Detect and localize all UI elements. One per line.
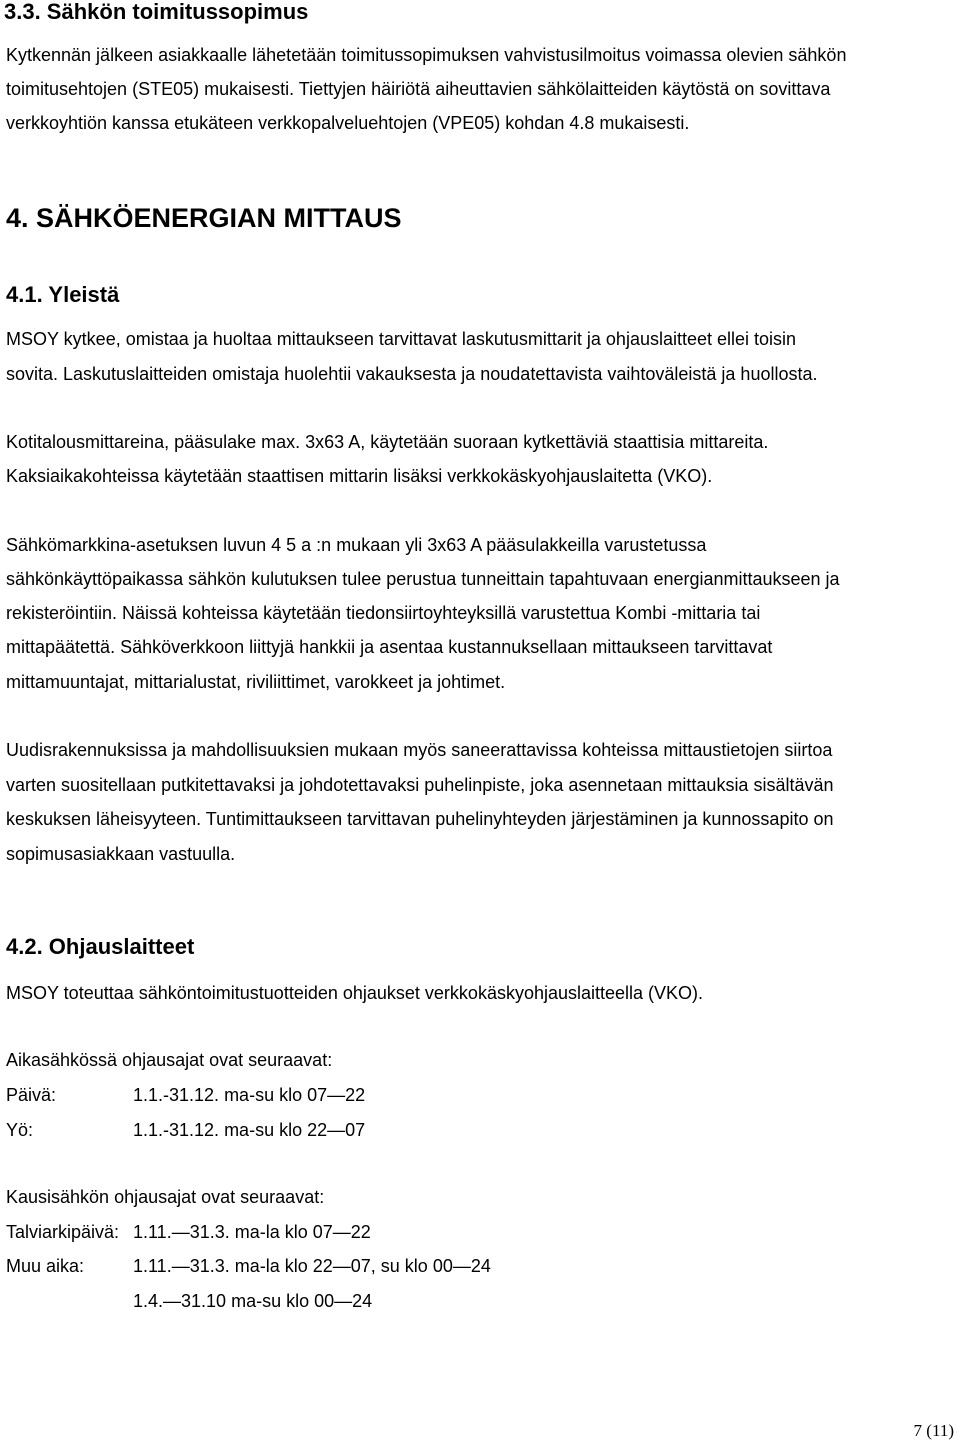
- schedule-label: Yö:: [6, 1120, 34, 1140]
- schedule-row: [0, 1291, 960, 1315]
- paragraph-line: MSOY kytkee, omistaa ja huoltaa mittaukseen tarvittavat laskutusmittarit ja ohjauslaitteet ellei toisin: [6, 329, 797, 349]
- section-heading-4-2: 4.2. Ohjauslaitteet: [6, 934, 195, 959]
- schedule-label: Talviarkipäivä:: [6, 1222, 120, 1242]
- paragraph-line: Kytkennän jälkeen asiakkaalle lähetetään toimitussopimuksen vahvistusilmoitus voimassa olevien sähkön: [6, 45, 847, 65]
- paragraph-line: sovita. Laskutuslaitteiden omistaja huolehtii vakauksesta ja noudatettavista vaihtoväleistä ja huollosta.: [6, 364, 818, 384]
- section-heading-4: 4. SÄHKÖENERGIAN MITTAUS: [6, 203, 402, 233]
- schedule-label: Päivä:: [6, 1085, 57, 1105]
- schedule-value: 1.11.—31.3. ma-la klo 22—07, su klo 00—24: [133, 1256, 491, 1276]
- schedule-label: Muu aika:: [6, 1256, 85, 1276]
- paragraph-line: toimitusehtojen (STE05) mukaisesti. Tiettyjen häiriötä aiheuttavien sähkölaitteiden käytöstä on sovittava: [6, 79, 831, 99]
- schedule-row: [0, 1085, 960, 1109]
- schedule-value: 1.11.—31.3. ma-la klo 07—22: [133, 1222, 371, 1242]
- schedule-value: 1.1.-31.12. ma-su klo 07—22: [133, 1085, 366, 1105]
- section-heading-4-1: 4.1. Yleistä: [6, 282, 120, 307]
- page-number: 7 (11): [913, 1421, 954, 1440]
- paragraph-line: keskuksen läheisyyteen. Tuntimittaukseen tarvittavan puhelinyhteyden järjestäminen ja kunnossapito on: [6, 809, 834, 829]
- schedule-value: 1.1.-31.12. ma-su klo 22—07: [133, 1120, 366, 1140]
- paragraph-line: verkkoyhtiön kanssa etukäteen verkkopalveluehtojen (VPE05) kohdan 4.8 mukaisesti.: [6, 113, 690, 133]
- paragraph-line: rekisteröintiin. Näissä kohteissa käytetään tiedonsiirtoyhteyksillä varustettua Kombi -mittaria tai: [6, 603, 761, 623]
- paragraph-line: mittapäätettä. Sähköverkkoon liittyjä hankkii ja asentaa kustannuksellaan mittaukseen tarvittavat: [6, 637, 773, 657]
- paragraph-line: sopimusasiakkaan vastuulla.: [6, 844, 236, 864]
- schedule-row: [0, 1120, 960, 1144]
- paragraph-line: Kotitalousmittareina, pääsulake max. 3x63 A, käytetään suoraan kytkettäviä staattisia mittareita.: [6, 432, 769, 452]
- paragraph-line: mittamuuntajat, mittarialustat, riviliittimet, varokkeet ja johtimet.: [6, 672, 506, 692]
- paragraph-line: Uudisrakennuksissa ja mahdollisuuksien mukaan myös saneerattavissa kohteissa mittaustietojen siirtoa: [6, 740, 833, 760]
- kausisahko-title: Kausisähkön ohjausajat ovat seuraavat:: [6, 1187, 325, 1207]
- paragraph-line: varten suositellaan putkitettavaksi ja johdotettavaksi puhelinpiste, joka asennetaan mittauksia sisältävän: [6, 775, 834, 795]
- paragraph-line: MSOY toteuttaa sähköntoimitustuotteiden ohjaukset verkkokäskyohjauslaitteella (VKO).: [6, 983, 704, 1003]
- paragraph-line: Sähkömarkkina-asetuksen luvun 4 5 a :n mukaan yli 3x63 A pääsulakkeilla varustetussa: [6, 535, 707, 555]
- section-heading-3-3: 3.3. Sähkön toimitussopimus: [4, 0, 309, 24]
- schedule-row: [0, 1256, 960, 1280]
- paragraph-line: sähkönkäyttöpaikassa sähkön kulutuksen tulee perustua tunneittain tapahtuvaan energianmittaukseen ja: [6, 569, 840, 589]
- schedule-value: 1.4.—31.10 ma-su klo 00—24: [133, 1291, 373, 1311]
- paragraph-line: Kaksiaikakohteissa käytetään staattisen mittarin lisäksi verkkokäskyohjauslaitetta (VKO).: [6, 466, 713, 486]
- aikasahko-title: Aikasähkössä ohjausajat ovat seuraavat:: [6, 1050, 333, 1070]
- schedule-row: [0, 1222, 960, 1246]
